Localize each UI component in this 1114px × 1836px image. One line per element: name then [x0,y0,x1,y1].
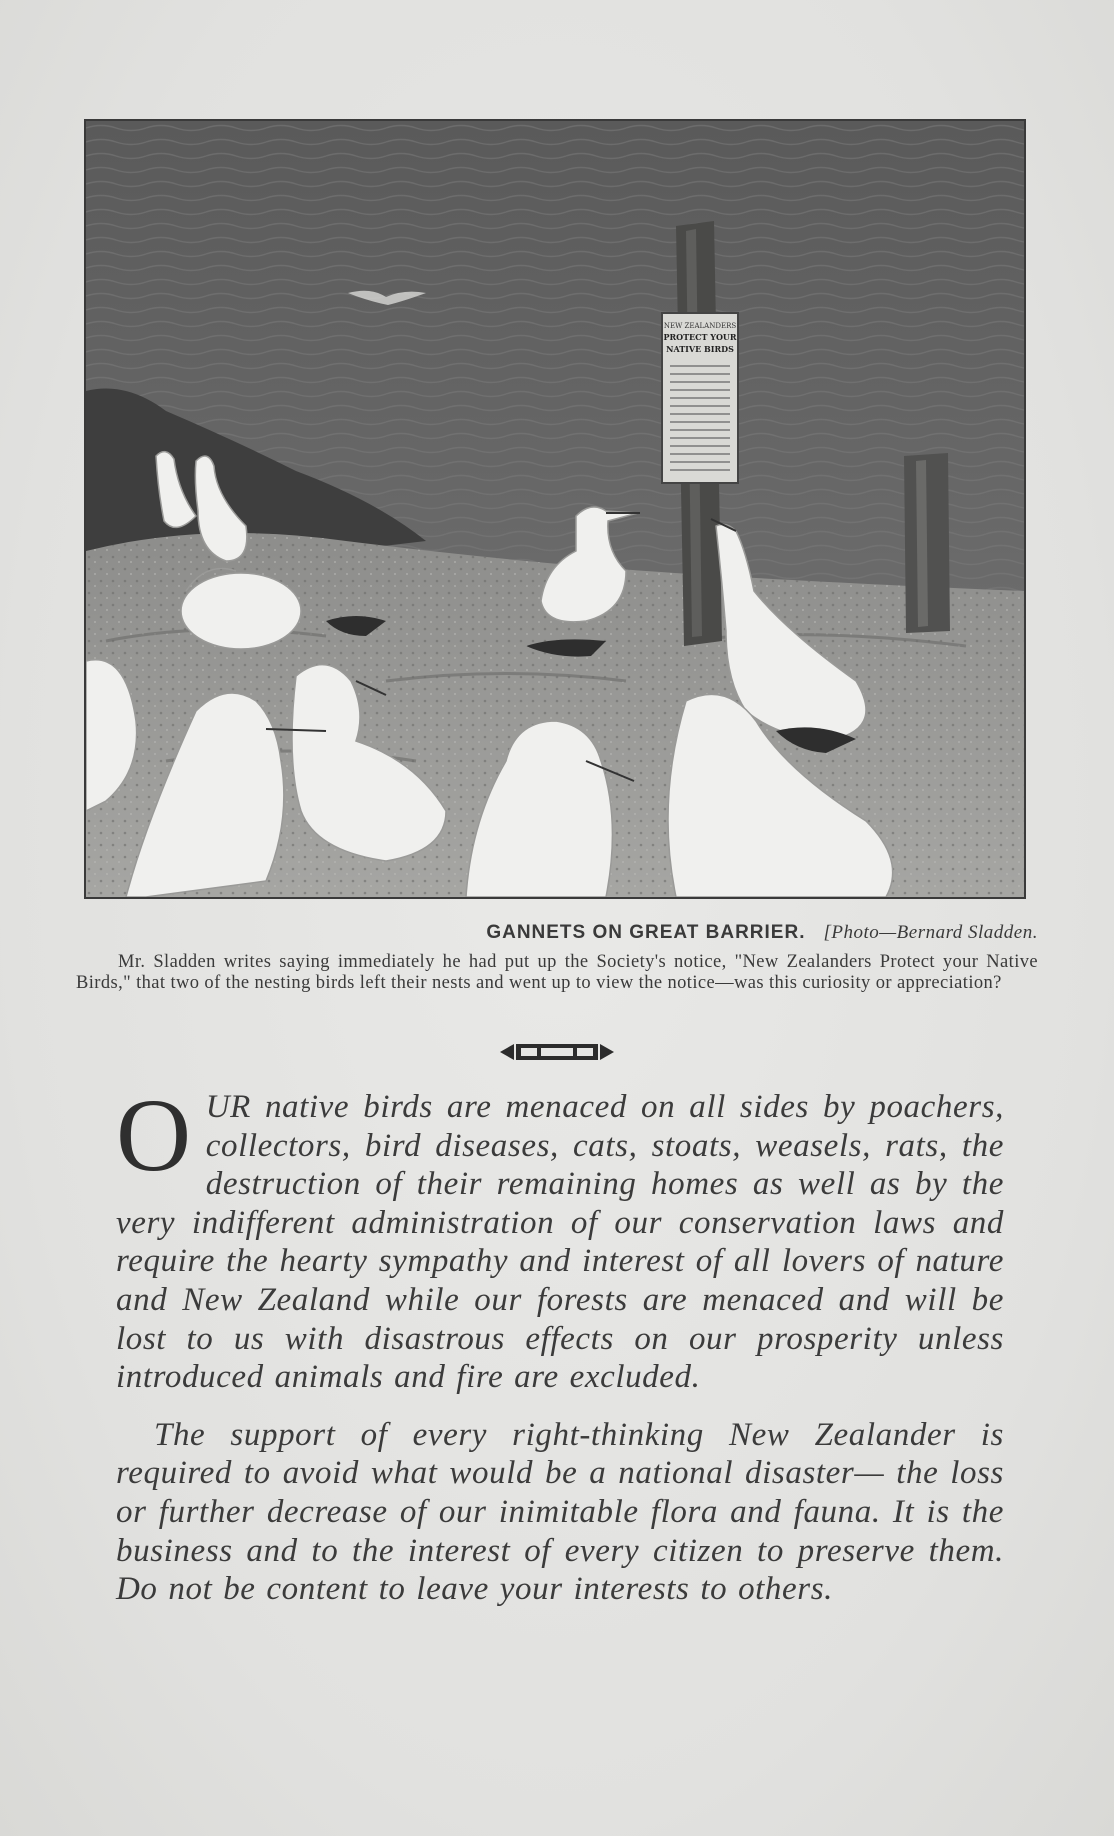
caption-title: GANNETS ON GREAT BARRIER. [486,922,806,943]
paragraph-1-text: UR native birds are menaced on all sides by poachers, collectors, bird diseases, cats, stoats, weasels, rats, the destruction of their remaining homes as well as by the very indifferent administration of our conservation laws and require the hearty sympathy and interest of all lovers of nature and New Zealand while our forests are menaced and will be lost to us with disastrous effects on our prosperity unless introduced animals and fire are excluded. [116,1089,1004,1396]
gannets-photo [84,119,1026,899]
notice-line-1: NEW ZEALANDERS [663,322,737,330]
caption-body: Mr. Sladden writes saying immediately he had put up the Society's notice, "New Zealanders Protect your Native Birds," that two of the nesting birds left their nests and went up to view the notice—was this curiosity or appreciation? [76,952,1038,993]
caption-header [76,922,1038,944]
article-paragraph-1 [116,1078,1004,1397]
article-paragraph-2: The support of every right-thinking New Zealander is required to avoid what would be a national disaster— the loss or further decrease of our inimitable flora and fauna. It is the business and to the interest of every citizen to preserve them. Do not be content to leave your interests to others. [116,1416,1004,1608]
ornament-divider-icon [500,1041,614,1063]
notice-line-3: NATIVE BIRDS [666,344,734,354]
article-body [116,1078,1004,1609]
notice-line-2: PROTECT YOUR [663,332,737,342]
caption-credit: [Photo—Bernard Sladden. [823,922,1038,943]
photo-caption [76,922,1038,994]
photo-illustration [86,121,1024,897]
drop-cap: O [116,1078,192,1193]
